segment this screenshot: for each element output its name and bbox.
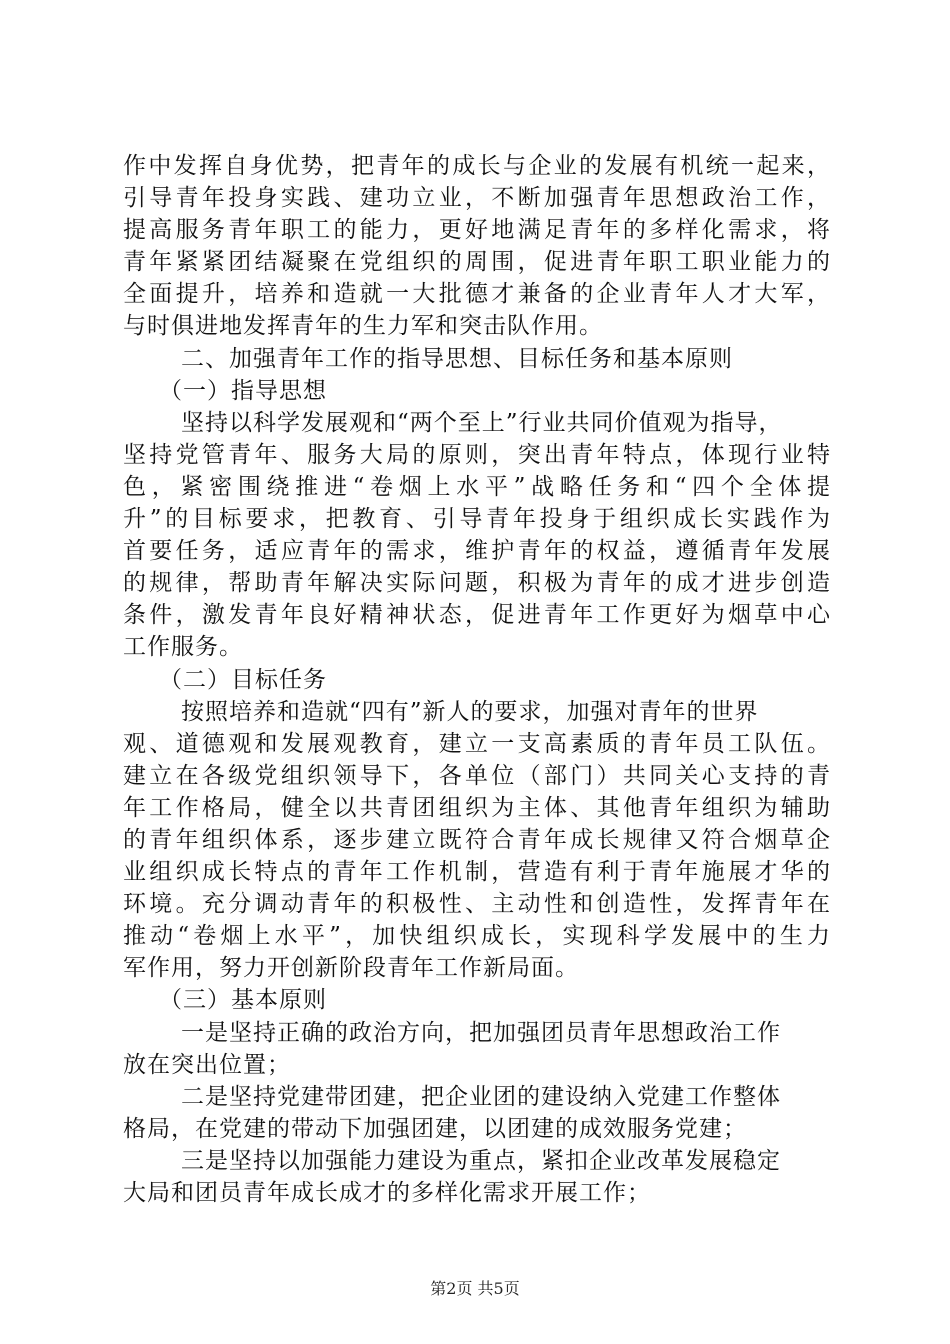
text-line: 二是坚持党建带团建，把企业团的建设纳入党建工作整体: [181, 1083, 781, 1110]
text-line: 格局，在党建的带动下加强团建，以团建的成效服务党建；: [123, 1115, 747, 1142]
text-line: （一）指导思想: [159, 377, 327, 404]
text-line: 的青年组织体系，逐步建立既符合青年成长规律又符合烟草企: [123, 826, 831, 853]
text-line: （二）目标任务: [159, 666, 327, 693]
text-line: 条件，激发青年良好精神状态，促进青年工作更好为烟草中心: [123, 602, 831, 629]
text-line: 环境。充分调动青年的积极性、主动性和创造性，发挥青年在: [123, 891, 831, 918]
text-line: 业组织成长特点的青年工作机制，营造有利于青年施展才华的: [123, 859, 831, 886]
text-line: （三）基本原则: [159, 987, 327, 1014]
text-line: 军作用，努力开创新阶段青年工作新局面。: [123, 955, 579, 982]
document-body: [123, 150, 831, 1209]
text-line: 建立在各级党组织领导下，各单位（部门）共同关心支持的青: [123, 762, 831, 789]
text-line: 放在突出位置；: [123, 1051, 291, 1078]
text-line: 坚持党管青年、服务大局的原则，突出青年特点，体现行业特: [123, 441, 831, 468]
text-line: 青年紧紧团结凝聚在党组织的周围，促进青年职工职业能力的: [123, 249, 831, 276]
text-line: 坚持以科学发展观和“两个至上”行业共同价值观为指导，: [181, 409, 783, 436]
text-line: 提高服务青年职工的能力，更好地满足青年的多样化需求，将: [123, 217, 831, 244]
text-line: 推动“卷烟上水平”，加快组织成长，实现科学发展中的生力: [123, 923, 831, 950]
text-line: 与时俱进地发挥青年的生力军和突击队作用。: [123, 313, 603, 340]
text-line: 年工作格局，健全以共青团组织为主体、其他青年组织为辅助: [123, 794, 831, 821]
text-line: 二、加强青年工作的指导思想、目标任务和基本原则: [181, 345, 733, 372]
text-line: 三是坚持以加强能力建设为重点，紧扣企业改革发展稳定: [181, 1147, 781, 1174]
text-line: 全面提升，培养和造就一大批德才兼备的企业青年人才大军，: [123, 281, 831, 308]
page-number-footer: 第2页 共5页: [430, 1279, 520, 1298]
text-line: 按照培养和造就“四有”新人的要求，加强对青年的世界: [181, 698, 759, 725]
text-line: 大局和团员青年成长成才的多样化需求开展工作；: [123, 1180, 651, 1206]
text-line: 一是坚持正确的政治方向，把加强团员青年思想政治工作: [181, 1019, 781, 1046]
text-line: 工作服务。: [123, 634, 243, 661]
text-line: 引导青年投身实践、建功立业，不断加强青年思想政治工作，: [123, 185, 831, 212]
text-line: 作中发挥自身优势，把青年的成长与企业的发展有机统一起来，: [123, 153, 831, 179]
text-line: 首要任务，适应青年的需求，维护青年的权益，遵循青年发展: [123, 538, 831, 565]
text-line: 升”的目标要求，把教育、引导青年投身于组织成长实践作为: [123, 506, 831, 533]
text-line: 观、道德观和发展观教育，建立一支高素质的青年员工队伍。: [123, 730, 831, 757]
text-line: 的规律，帮助青年解决实际问题，积极为青年的成才进步创造: [123, 570, 831, 597]
text-line: 色，紧密围绕推进“卷烟上水平”战略任务和“四个全体提: [123, 473, 831, 500]
